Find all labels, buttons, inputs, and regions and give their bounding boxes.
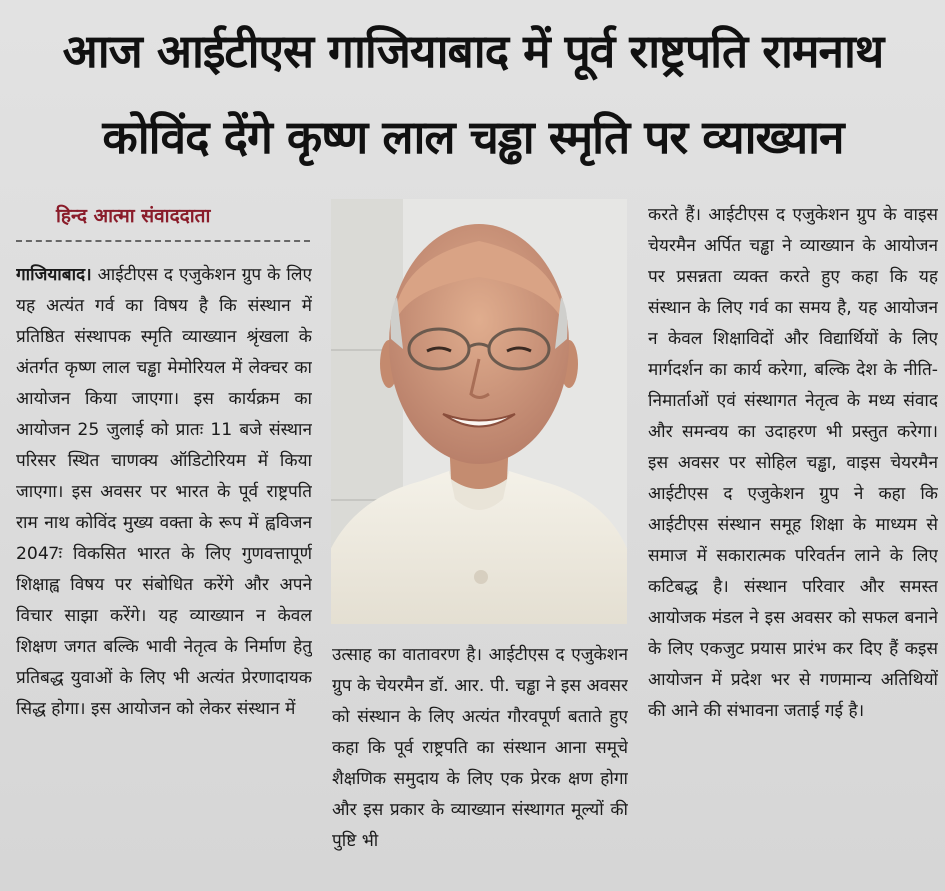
article-column-3: करते हैं। आईटीएस द एजुकेशन ग्रुप के वाइस चेयरमैन अर्पित चड्ढा ने व्याख्यान के आयोजन पर प्रसन्नता व्यक्त करते हुए कहा कि यह संस्थान के लिए गर्व का समय है, यह आयोजन न केवल शिक्षाविदों और विद्यार्थियों के लिए मार्गदर्शन का कार्य करेगा, बल्कि देश के नीति-निमार्ताओं एवं संस्थागत नेतृत्व के मध्य संवाद और समन्वय का उदाहरण भी प्रस्तुत करेगा। इस अवसर पर सोहिल चड्ढा, वाइस चेयरमैन आईटीएस द एजुकेशन ग्रुप ने कहा कि आईटीएस संस्थान समूह शिक्षा के माध्यम से समाज में सकारात्मक परिवर्तन लाने के लिए कटिबद्ध है। संस्थान परिवार और समस्त आयोजक मंडल ने इस अवसर को सफल बनाने के लिए एकजुट प्रयास प्रारंभ कर दिए हैं कइस आयोजन में प्रदेश भर से गणमान्य अतिथियों की आने की संभावना जताई गई है। — [648, 205, 938, 721]
article-column-2: उत्साह का वातावरण है। आईटीएस द एजुकेशन ग्रुप के चेयरमैन डॉ. आर. पी. चड्ढा ने इस अवसर को संस्थान के लिए अत्यंत गौरवपूर्ण बताते हुए कहा कि पूर्व राष्ट्रपति का संस्थान आना समूचे शैक्षणिक समुदाय के लिए एक प्रेरक क्षण होगा और इस प्रकार के व्याख्यान संस्थागत मूल्यों की पुष्टि भी — [332, 645, 628, 851]
byline-divider — [16, 240, 310, 242]
portrait-figure — [331, 199, 627, 624]
headline: आज आईटीएस गाजियाबाद में पूर्व राष्ट्रपति रामनाथ कोविंद देंगे कृष्ण लाल चड्ढा स्मृति पर व्याख्यान — [62, 24, 884, 164]
dateline: गाजियाबाद। — [16, 265, 92, 285]
portrait-photo — [331, 199, 627, 624]
article-column-1-text: आईटीएस द एजुकेशन ग्रुप के लिए यह अत्यंत गर्व का विषय है कि संस्थान में प्रतिष्ठित संस्थापक स्मृति व्याख्यान श्रृंखला के अंतर्गत कृष्ण लाल चड्ढा मेमोरियल में लेक्चर का आयोजन किया जाएगा। इस कार्यक्रम का आयोजन 25 जुलाई को प्रातः 11 बजे संस्थान परिसर स्थित चाणक्य ऑडिटोरियम में किया जाएगा। इस अवसर पर भारत के पूर्व राष्ट्रपति राम नाथ कोविंद मुख्य वक्ता के रूप में ह्वविजन 2047ः विकसित भारत के लिए गुणवत्तापूर्ण शिक्षाह्व विषय पर संबोधित करेंगे और अपने विचार साझा करेंगे। यह व्याख्यान न केवल शिक्षण जगत बल्कि भावी नेतृत्व के निर्माण हेतु प्रतिबद्ध युवाओं के लिए भी अत्यंत प्रेरणादायक सिद्ध होगा। इस आयोजन को लेकर संस्थान में — [16, 265, 312, 719]
byline: हिन्द आत्मा संवाददाता — [56, 205, 211, 227]
article-column-1 — [16, 260, 312, 888]
